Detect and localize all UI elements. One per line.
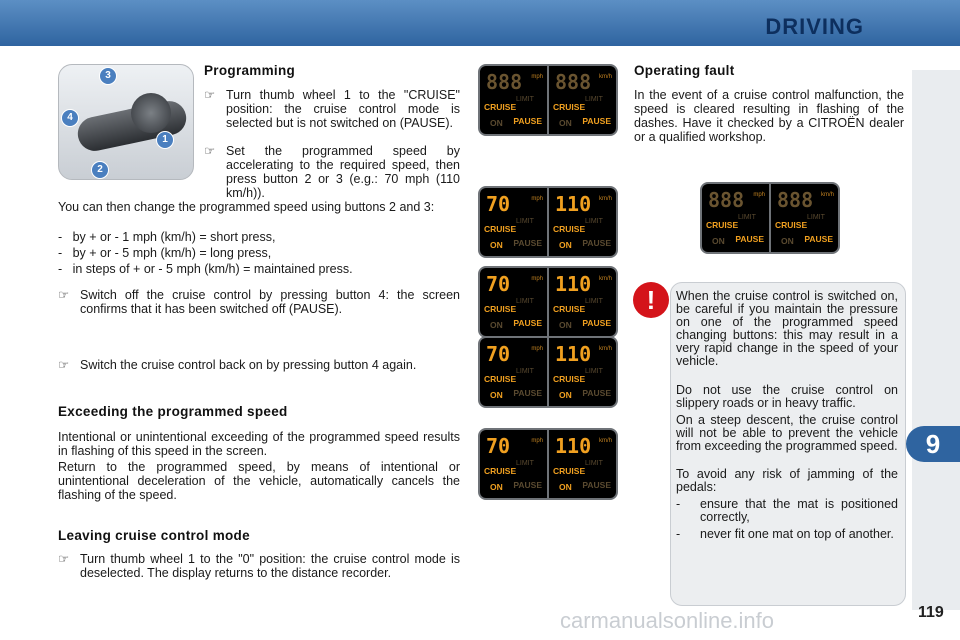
speed-digits: 110 [555, 434, 592, 458]
cruise-label: CRUISE [484, 224, 517, 234]
dash-mark: - [676, 497, 681, 511]
exceeding-p1: Intentional or unintentional exceeding of the programmed speed results in flashing of this speed in the screen. [58, 430, 460, 458]
warning-p4: To avoid any risk of jamming of the pedals: [676, 467, 898, 494]
leaving-item-text: Turn thumb wheel 1 to the "0" position: the cruise control mode is deselected. The display returns to the distance recorder. [80, 552, 460, 580]
pause-label: PAUSE [513, 480, 542, 490]
warning-dash-1 [676, 498, 898, 524]
on-label: ON [559, 482, 572, 492]
exceeding-p2: Return to the programmed speed, by means of intentional or unintentional deceleration of the vehicle, automatically cancels the flashing of the speed. [58, 460, 460, 502]
warning-p3: On a steep descent, the cruise control will not be able to prevent the vehicle from exceeding the programmed speed. [676, 413, 898, 453]
header-bar [0, 0, 960, 46]
speed-digits: 110 [555, 192, 592, 216]
cruise-label: CRUISE [484, 102, 517, 112]
speed-digits: 70 [486, 192, 511, 216]
cruise-label: CRUISE [484, 466, 517, 476]
on-label: ON [490, 390, 503, 400]
callout-4: 4 [61, 109, 79, 127]
cruise-display-panel [478, 64, 618, 136]
callout-1: 1 [156, 131, 174, 149]
pause-label: PAUSE [513, 388, 542, 398]
limit-label: LIMIT [585, 298, 603, 305]
dash-item-3: - in steps of + or - 5 mph (km/h) = maintained press. [58, 262, 353, 276]
warning-p2: Do not use the cruise control on slippery roads or in heavy traffic. [676, 383, 898, 410]
dash-item-3-text: in steps of + or - 5 mph (km/h) = maintained press. [72, 262, 353, 276]
warning-icon: ! [633, 282, 669, 318]
cruise-label: CRUISE [706, 220, 739, 230]
hand-pointer-icon: ☞ [58, 358, 70, 372]
hand-pointer-icon: ☞ [204, 144, 216, 158]
pause-label: PAUSE [582, 238, 611, 248]
speed-unit: mph [531, 438, 543, 444]
warning-p1: When the cruise control is switched on, be careful if you maintain the pressure on one of the programmed speed changing buttons: this may result in a very rapid change in the speed of your vehicle. [676, 289, 898, 368]
side-strip [912, 70, 960, 610]
watermark: carmanualsonline.info [560, 608, 775, 633]
pause-label: PAUSE [513, 318, 542, 328]
cruise-label: CRUISE [484, 374, 517, 384]
display-half-left [480, 268, 549, 336]
on-label: ON [490, 320, 503, 330]
chapter-tab: 9 [906, 426, 960, 462]
cruise-label: CRUISE [553, 466, 586, 476]
display-half-left [480, 188, 549, 256]
leaving-heading: Leaving cruise control mode [58, 528, 250, 543]
speed-unit: mph [531, 74, 543, 80]
hand-pointer-icon: ☞ [204, 88, 216, 102]
fault-heading: Operating fault [634, 63, 735, 78]
cruise-label: CRUISE [775, 220, 808, 230]
limit-label: LIMIT [585, 218, 603, 225]
programming-item-1-text: Turn thumb wheel 1 to the "CRUISE" position: the cruise control mode is selected but is not switched on (PAUSE). [226, 88, 460, 130]
on-label: ON [490, 118, 503, 128]
page-number: 119 [918, 604, 944, 621]
programming-item-2 [204, 144, 460, 200]
display-half-left [480, 66, 549, 134]
dash-mark: - [676, 527, 681, 541]
cruise-stalk-illustration [58, 64, 194, 180]
speed-unit: mph [531, 346, 543, 352]
display-half-right [549, 430, 616, 498]
programming-item-2-text: Set the programmed speed by accelerating to the required speed, then press button 2 or 3 (e.g.: 70 mph (110 km/h)). [226, 144, 460, 200]
display-half-right [549, 188, 616, 256]
cruise-label: CRUISE [553, 304, 586, 314]
programming-heading: Programming [204, 63, 296, 78]
pause-label: PAUSE [582, 116, 611, 126]
on-label: ON [559, 118, 572, 128]
switch-on-item [58, 358, 460, 372]
pause-label: PAUSE [582, 480, 611, 490]
display-half-right [549, 338, 616, 406]
display-half-right [549, 268, 616, 336]
limit-label: LIMIT [585, 460, 603, 467]
cruise-display-panel [478, 428, 618, 500]
speed-unit: mph [531, 196, 543, 202]
speed-unit: km/h [598, 74, 612, 80]
on-label: ON [559, 390, 572, 400]
limit-label: LIMIT [516, 460, 534, 467]
cruise-display-panel [478, 266, 618, 338]
speed-unit: km/h [820, 192, 834, 198]
pause-label: PAUSE [513, 238, 542, 248]
speed-digits: 888 [777, 188, 814, 212]
speed-digits: 110 [555, 342, 592, 366]
cruise-display-panel [700, 182, 840, 254]
cruise-display-panel [478, 336, 618, 408]
display-half-left [480, 338, 549, 406]
change-intro: You can then change the programmed speed using buttons 2 and 3: [58, 200, 435, 214]
limit-label: LIMIT [516, 218, 534, 225]
dash-item-1-text: by + or - 1 mph (km/h) = short press, [72, 230, 276, 244]
limit-label: LIMIT [738, 214, 756, 221]
leaving-item [58, 552, 460, 580]
hand-pointer-icon: ☞ [58, 288, 70, 302]
on-label: ON [559, 320, 572, 330]
cruise-label: CRUISE [553, 224, 586, 234]
limit-label: LIMIT [516, 96, 534, 103]
warning-dash-1-text: ensure that the mat is positioned correctly, [700, 497, 898, 524]
limit-label: LIMIT [807, 214, 825, 221]
callout-2: 2 [91, 161, 109, 179]
pause-label: PAUSE [582, 388, 611, 398]
exceeding-heading: Exceeding the programmed speed [58, 404, 288, 419]
pause-label: PAUSE [582, 318, 611, 328]
switch-off-item [58, 288, 460, 316]
on-label: ON [490, 482, 503, 492]
programming-item-1 [204, 88, 460, 130]
section-title: DRIVING [765, 14, 864, 39]
warning-dash-2 [676, 528, 898, 541]
limit-label: LIMIT [516, 368, 534, 375]
speed-digits: 110 [555, 272, 592, 296]
speed-digits: 70 [486, 342, 511, 366]
cruise-label: CRUISE [553, 102, 586, 112]
speed-digits: 888 [486, 70, 523, 94]
speed-unit: km/h [598, 346, 612, 352]
speed-unit: mph [531, 276, 543, 282]
display-half-right [771, 184, 838, 252]
display-half-right [549, 66, 616, 134]
cruise-label: CRUISE [484, 304, 517, 314]
switch-on-text: Switch the cruise control back on by pressing button 4 again. [80, 358, 417, 372]
speed-unit: km/h [598, 438, 612, 444]
hand-pointer-icon: ☞ [58, 552, 70, 566]
dash-item-1: - by + or - 1 mph (km/h) = short press, [58, 230, 276, 244]
callout-3: 3 [99, 67, 117, 85]
dash-item-2-text: by + or - 5 mph (km/h) = long press, [72, 246, 272, 260]
dash-item-2: - by + or - 5 mph (km/h) = long press, [58, 246, 272, 260]
speed-digits: 70 [486, 272, 511, 296]
cruise-display-panel [478, 186, 618, 258]
pause-label: PAUSE [513, 116, 542, 126]
display-half-left [702, 184, 771, 252]
on-label: ON [712, 236, 725, 246]
display-half-left [480, 430, 549, 498]
pause-label: PAUSE [735, 234, 764, 244]
switch-off-text: Switch off the cruise control by pressing button 4: the screen confirms that it has been switched off (PAUSE). [80, 288, 460, 316]
limit-label: LIMIT [585, 96, 603, 103]
limit-label: LIMIT [516, 298, 534, 305]
speed-unit: km/h [598, 276, 612, 282]
speed-unit: mph [753, 192, 765, 198]
pause-label: PAUSE [804, 234, 833, 244]
speed-digits: 888 [708, 188, 745, 212]
speed-unit: km/h [598, 196, 612, 202]
on-label: ON [781, 236, 794, 246]
on-label: ON [559, 240, 572, 250]
cruise-label: CRUISE [553, 374, 586, 384]
on-label: ON [490, 240, 503, 250]
fault-text: In the event of a cruise control malfunction, the speed is cleared resulting in flashing of the dashes. Have it checked by a CITROËN dealer or a qualified workshop. [634, 88, 904, 144]
speed-digits: 888 [555, 70, 592, 94]
speed-digits: 70 [486, 434, 511, 458]
thumb-wheel [131, 93, 171, 133]
warning-dash-2-text: never fit one mat on top of another. [700, 527, 894, 541]
limit-label: LIMIT [585, 368, 603, 375]
